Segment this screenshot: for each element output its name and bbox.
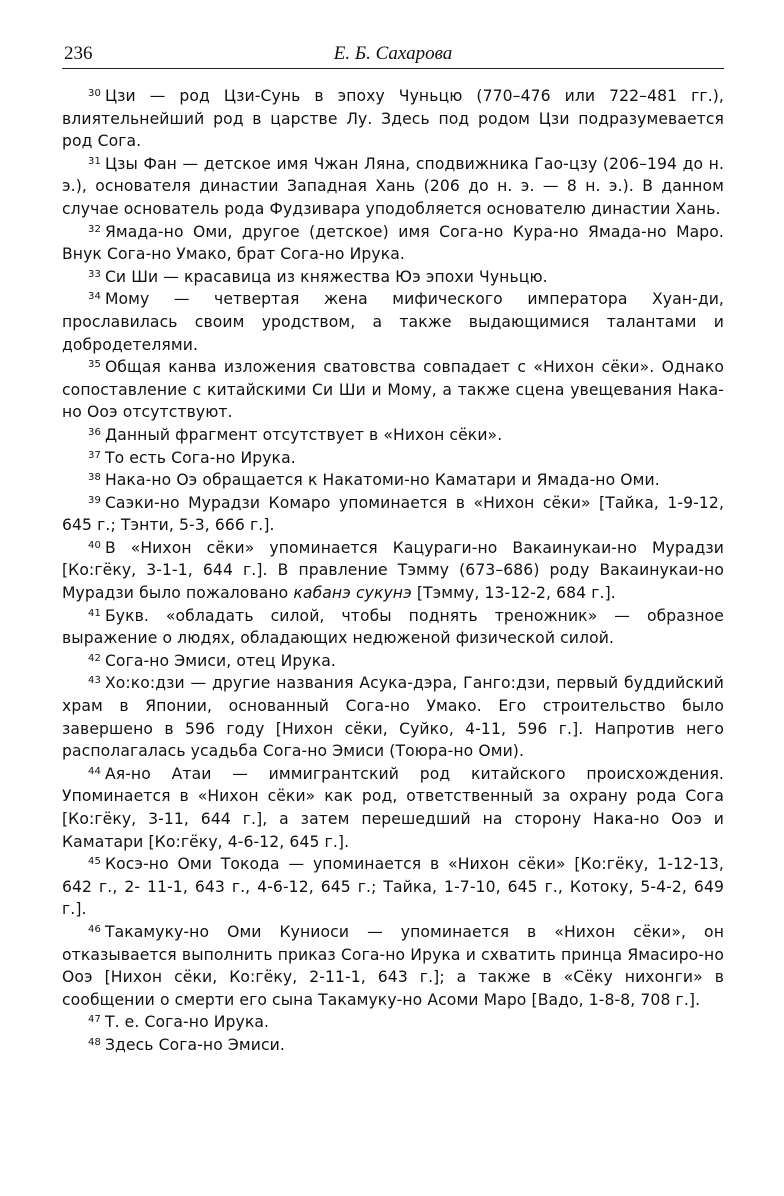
endnote [62, 921, 724, 1011]
endnote-text: Ямада-но Оми, другое (детское) имя Сога-но Кура-но Ямада-но Маро. Внук Сога-но Умако, брат Сога-но Ирука. [62, 222, 724, 264]
endnote [62, 469, 724, 492]
page-number: 236 [64, 43, 93, 64]
endnote-number: 45 [88, 856, 101, 868]
endnote [62, 650, 724, 673]
endnote-text: Хо:ко:дзи — другие названия Асука-дэра, Ганго:дзи, первый буддийский храм в Японии, основанный Сога-но Умако. Его строительство было завершено в 596 году [Нихон сёки, Суйко, 4-11, 596 г.]. Напротив него располагалась усадьба Сога-но Эмиси (Тоюра-но Оми). [62, 674, 724, 761]
endnote [62, 1011, 724, 1034]
endnote-text [62, 539, 724, 602]
endnote [62, 763, 724, 853]
endnotes-list [62, 85, 724, 1057]
endnote-text: Цзи — род Цзи-Сунь в эпоху Чуньцю (770–476 или 722–481 гг.), влиятельнейший род в царстве Лу. Здесь под родом Цзи подразумевается род Сога. [62, 87, 724, 151]
running-title: Е. Б. Сахарова [333, 43, 453, 64]
endnote [62, 85, 724, 153]
endnote-text: Данный фрагмент отсутствует в «Нихон сёки». [104, 425, 503, 444]
endnote-number: 47 [88, 1014, 101, 1026]
endnote-text: Цзы Фан — детское имя Чжан Ляна, сподвижника Гао-цзу (206–194 до н. э.), основателя династии Западная Хань (206 до н. э. — 8 н. э.). В данном случае основатель рода Фудзивара уподобляется основателю династии Хань. [62, 154, 724, 218]
endnote-number: 46 [88, 923, 101, 935]
endnote-text: Здесь Сога-но Эмиси. [104, 1035, 285, 1054]
endnote-text-part: В «Нихон сёки» упоминается Кацураги-но Вакаинукаи-но Мурадзи [Ко:гёку, 3-1-1, 644 г.]. В правление Тэмму (673–686) роду Вакаинукаи-но Мурадзи было пожаловано [62, 538, 724, 603]
endnote [62, 492, 724, 537]
endnote [62, 424, 724, 447]
endnote-number: 34 [88, 291, 101, 303]
endnote [62, 1034, 724, 1057]
endnote-text: Букв. «обладать силой, чтобы поднять треножник» — образное выражение о людях, обладающих недюженой физической силой. [62, 606, 724, 648]
endnote-text: Си Ши — красавица из княжества Юэ эпохи Чуньцю. [104, 267, 548, 286]
endnote-number: 33 [88, 268, 101, 280]
endnote-text: Нака-но Оэ обращается к Накатоми-но Каматари и Ямада-но Оми. [104, 471, 660, 490]
book-page [62, 42, 724, 1057]
endnote-number: 37 [88, 449, 101, 461]
endnote-number: 39 [88, 494, 101, 506]
endnote-text-part: [Тэмму, 13-12-2, 684 г.]. [411, 584, 616, 603]
endnote-text: Такамуку-но Оми Куниоси — упоминается в «Нихон сёки», он отказывается выполнить приказ Сога-но Ирука и схватить принца Ямасиро-но Ооэ [Нихон сёки, Ко:гёку, 2-11-1, 643 г.]; а также в «Сёку нихонги» в сообщении о смерти его сына Такамуку-но Асоми Маро [Вадо, 1-8-8, 708 г.]. [62, 922, 724, 1009]
endnote [62, 221, 724, 266]
endnote-text: Косэ-но Оми Токода — упоминается в «Нихон сёки» [Ко:гёку, 1-12-13, 642 г., 2- 11-1, 643 г., 4-6-12, 645 г.; Тайка, 1-7-10, 645 г., Котоку, 5-4-2, 649 г.]. [62, 855, 724, 919]
endnote-text: Мому — четвертая жена мифического императора Хуан-ди, прославилась своим уродством, а также выдающимися талантами и добродетелями. [62, 290, 724, 354]
endnote-number: 36 [88, 426, 101, 438]
endnote-number: 35 [88, 359, 101, 371]
endnote-number: 48 [88, 1036, 101, 1048]
endnote [62, 288, 724, 356]
endnote-number: 32 [88, 223, 101, 235]
endnote-number: 40 [88, 539, 101, 551]
endnote [62, 266, 724, 289]
endnote-number: 31 [88, 155, 101, 167]
endnote [62, 537, 724, 605]
endnote [62, 672, 724, 762]
endnote-number: 41 [88, 607, 101, 619]
endnote [62, 605, 724, 650]
endnote-text: Сога-но Эмиси, отец Ирука. [104, 651, 336, 670]
endnote [62, 447, 724, 470]
endnote-number: 42 [88, 652, 101, 664]
endnote-italic-term: кабанэ сукунэ [293, 584, 412, 603]
endnote [62, 153, 724, 221]
endnote [62, 853, 724, 921]
endnote-number: 30 [88, 88, 101, 99]
endnote-text: Общая канва изложения сватовства совпадает с «Нихон сёки». Однако сопоставление с китайскими Си Ши и Мому, а также сцена увещевания Нака-но Ооэ отсутствуют. [62, 358, 724, 422]
endnote-text: Т. е. Сога-но Ирука. [104, 1013, 270, 1032]
running-head [62, 42, 724, 69]
endnote-number: 38 [88, 472, 101, 484]
endnote-text: То есть Сога-но Ирука. [104, 448, 296, 467]
endnote-number: 43 [88, 675, 101, 687]
endnote-text: Ая-но Атаи — иммигрантский род китайского происхождения. Упоминается в «Нихон сёки» как род, ответственный за охрану рода Сога [Ко:гёку, 3-11, 644 г.], а затем перешедший на сторону Нака-но Ооэ и Каматари [Ко:гёку, 4-6-12, 645 г.]. [62, 764, 724, 851]
endnote-number: 44 [88, 765, 101, 777]
endnote [62, 356, 724, 424]
endnote-text: Саэки-но Мурадзи Комаро упоминается в «Нихон сёки» [Тайка, 1-9-12, 645 г.; Тэнти, 5-3, 666 г.]. [62, 493, 724, 535]
